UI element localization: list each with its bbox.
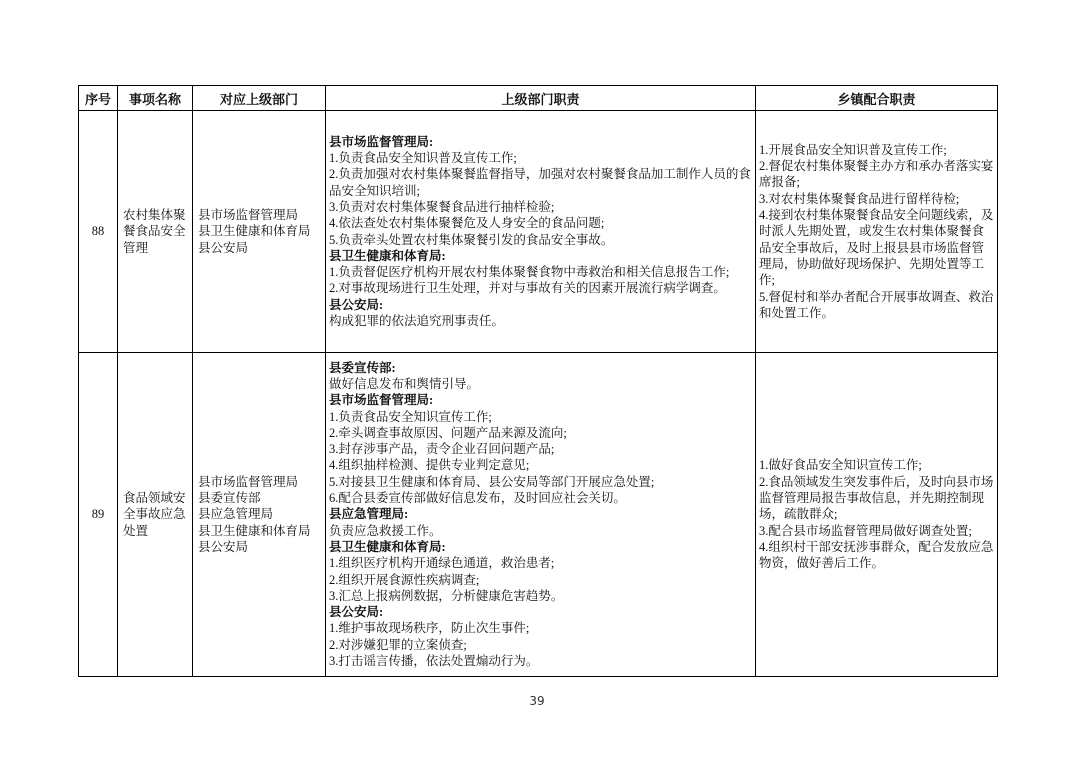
header-item-name: 事项名称 [118, 86, 193, 111]
table-row [79, 353, 998, 677]
township-duty-item: 4.组织村干部安抚涉事群众，配合发放应急物资，做好善后工作。 [759, 539, 994, 571]
duty-heading: 县应急管理局: [329, 507, 409, 522]
township-duty-item: 2.食品领域发生突发事件后，及时向县市场监督管理局报告事故信息，并先期控制现场，疏散群众; [759, 474, 994, 522]
duty-item: 3.负责对农村集体聚餐食品进行抽样检验; [329, 199, 555, 214]
duty-heading: 县市场监督管理局: [329, 134, 434, 149]
township-duty-item: 2.督促农村集体聚餐主办方和承办者落实宴席报备; [759, 159, 994, 190]
township-duties-cell [756, 353, 998, 677]
department: 县市场监督管理局 [198, 474, 299, 489]
header-department: 对应上级部门 [193, 86, 326, 111]
duty-item: 3.封存涉事产品，责令企业召回问题产品; [329, 442, 555, 457]
township-duty-item: 5.督促村和举办者配合开展事故调查、救治和处置工作。 [759, 289, 994, 320]
duty-heading: 县公安局: [329, 297, 384, 312]
department: 县公安局 [198, 240, 249, 255]
page-number: 39 [529, 694, 545, 708]
department: 县应急管理局 [198, 507, 274, 522]
duty-item: 5.对接县卫生健康和体育局、县公安局等部门开展应急处置; [329, 474, 655, 489]
responsibility-table [78, 85, 998, 677]
duty-item: 2.对事故现场进行卫生处理，并对与事故有关的因素开展流行病学调查。 [329, 281, 726, 296]
duty-item: 2.牵头调查事故原因、问题产品来源及流向; [329, 425, 567, 440]
department: 县公安局 [198, 539, 249, 554]
duty-item: 1.组织医疗机构开通绿色通道，救治患者; [329, 556, 555, 571]
header-township-duty: 乡镇配合职责 [756, 86, 998, 111]
department: 县卫生健康和体育局 [198, 224, 311, 239]
duty-item: 6.配合县委宣传部做好信息发布，及时回应社会关切。 [329, 491, 626, 506]
duty-item: 1.负责食品安全知识普及宣传工作; [329, 151, 517, 166]
township-duties-cell [756, 111, 998, 353]
duty-heading: 县委宣传部: [329, 360, 396, 375]
upper-duties-cell [326, 353, 756, 677]
duty-item: 构成犯罪的依法追究刑事责任。 [329, 313, 505, 328]
duty-item: 1.负责食品安全知识宣传工作; [329, 409, 492, 424]
duty-heading: 县公安局: [329, 605, 384, 620]
item-name: 食品领域安全事故应急处置 [118, 353, 193, 677]
duty-item: 3.打击谣言传播，依法处置煽动行为。 [329, 654, 539, 669]
departments-cell [193, 111, 326, 353]
table-header-row [79, 86, 998, 111]
duty-item: 2.组织开展食源性疾病调查; [329, 572, 480, 587]
duty-item: 5.负责牵头处置农村集体聚餐引发的食品安全事故。 [329, 232, 614, 247]
duty-item: 1.负责督促医疗机构开展农村集体聚餐食物中毒救治和相关信息报告工作; [329, 265, 730, 280]
duty-item: 4.组织抽样检测、提供专业判定意见; [329, 458, 530, 473]
duty-item: 1.维护事故现场秩序，防止次生事件; [329, 621, 530, 636]
duty-item: 4.依法查处农村集体聚餐危及人身安全的食品问题; [329, 216, 605, 231]
duty-item: 3.汇总上报病例数据，分析健康危害趋势。 [329, 588, 564, 603]
township-duty-item: 3.对农村集体聚餐食品进行留样待检; [759, 191, 960, 206]
duty-item: 2.对涉嫌犯罪的立案侦查; [329, 637, 467, 652]
item-name: 农村集体聚餐食品安全管理 [118, 111, 193, 353]
departments-cell [193, 353, 326, 677]
duty-heading: 县市场监督管理局: [329, 393, 434, 408]
row-number: 89 [79, 353, 118, 677]
township-duty-item: 4.接到农村集体聚餐食品安全问题线索，及时派人先期处置，或发生农村集体聚餐食品安全事故后，及时上报县县市场监督管理局，协助做好现场保护、先期处置等工作; [759, 208, 994, 288]
duty-heading: 县卫生健康和体育局: [329, 539, 446, 554]
header-upper-duty: 上级部门职责 [326, 86, 756, 111]
duty-item: 2.负责加强对农村集体聚餐监督指导，加强对农村聚餐食品加工制作人员的食品安全知识培训; [329, 167, 751, 198]
duty-item: 负责应急救援工作。 [329, 523, 442, 538]
table-row [79, 111, 998, 353]
department: 县卫生健康和体育局 [198, 523, 311, 538]
department: 县市场监督管理局 [198, 208, 299, 223]
header-no: 序号 [79, 86, 118, 111]
duty-heading: 县卫生健康和体育局: [329, 248, 446, 263]
township-duty-item: 1.开展食品安全知识普及宣传工作; [759, 142, 947, 157]
township-duty-item: 3.配合县市场监督管理局做好调查处置; [759, 523, 972, 538]
duty-item: 做好信息发布和舆情引导。 [329, 376, 480, 391]
row-number: 88 [79, 111, 118, 353]
upper-duties-cell [326, 111, 756, 353]
township-duty-item: 1.做好食品安全知识宣传工作; [759, 458, 922, 473]
department: 县委宣传部 [198, 491, 261, 506]
